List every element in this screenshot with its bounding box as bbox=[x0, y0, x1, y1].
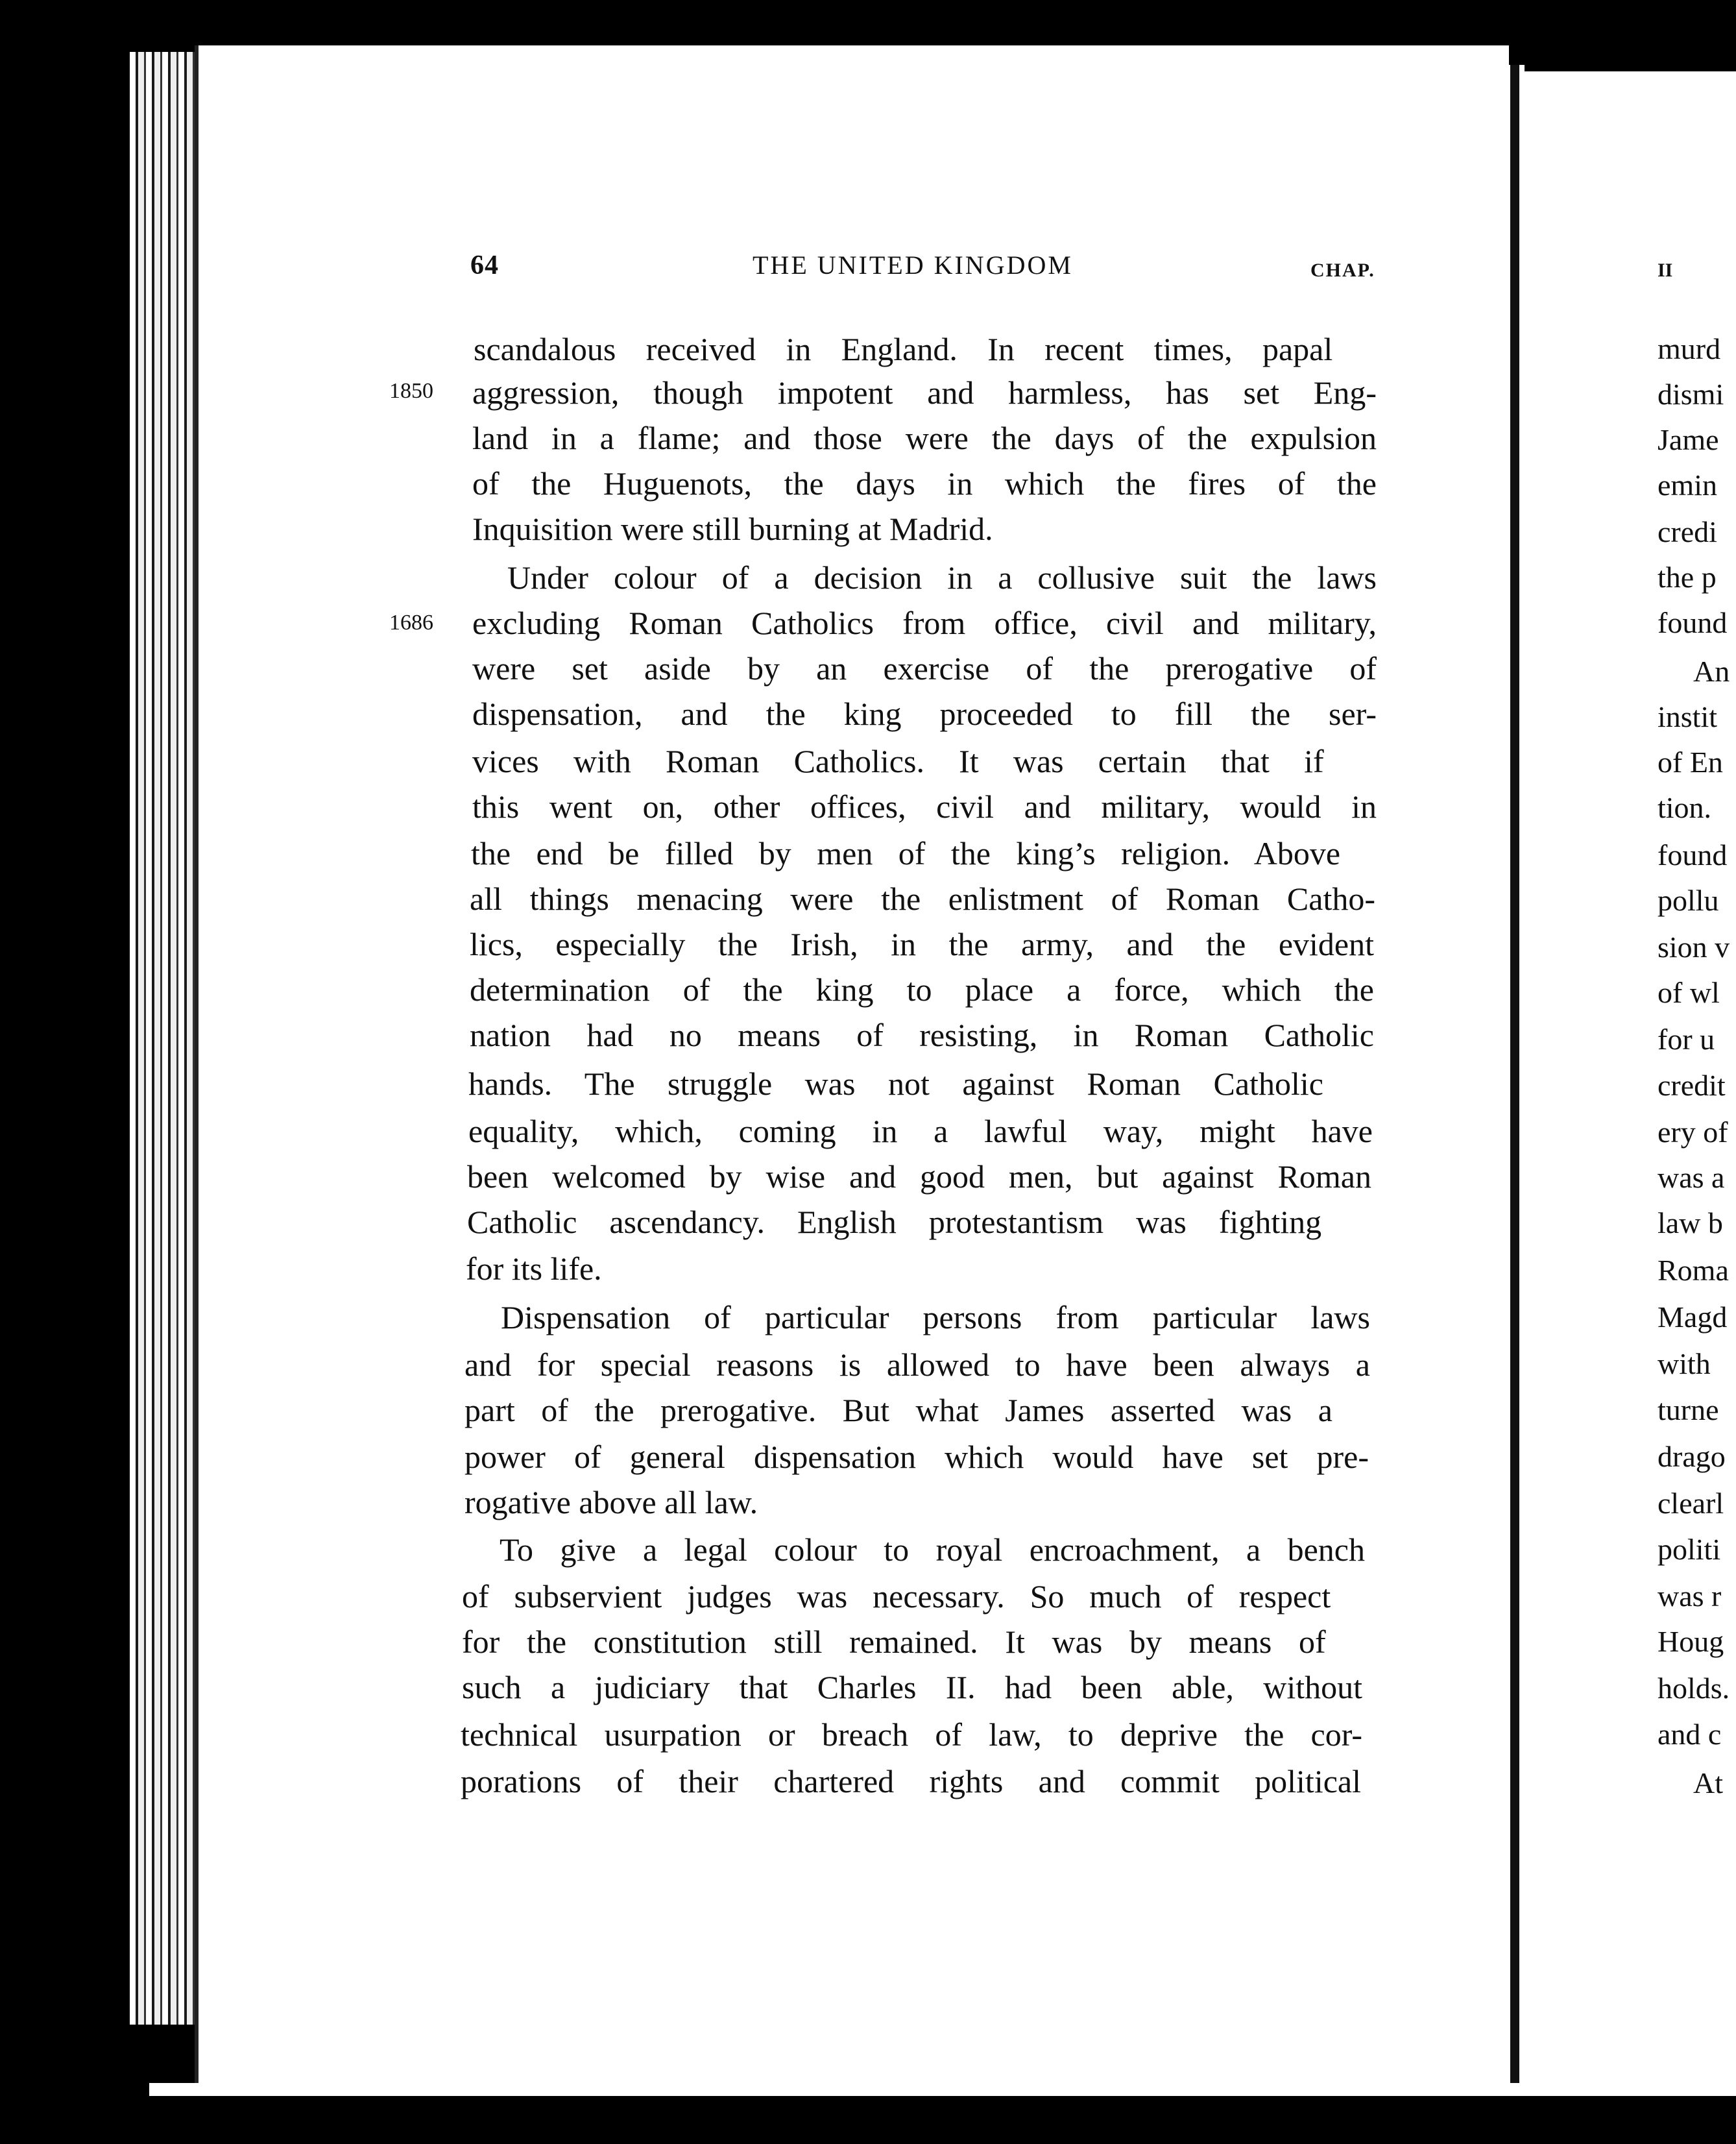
text-line: Under colour of a decision in a collusive suit the laws bbox=[507, 559, 1377, 596]
right-page-text-line: turne bbox=[1658, 1393, 1719, 1426]
right-page-text-line: and c bbox=[1658, 1718, 1722, 1751]
right-page-text-line: with bbox=[1658, 1347, 1711, 1380]
right-page-text-line: tion. bbox=[1658, 791, 1712, 824]
right-page-running-label: II bbox=[1658, 260, 1673, 281]
text-line: porations of their chartered rights and commit political bbox=[461, 1763, 1361, 1799]
right-page-text-line: Magd bbox=[1658, 1300, 1728, 1334]
text-line: nation had no means of resisting, in Roman Catholic bbox=[470, 1017, 1374, 1053]
text-line: Dispensation of particular persons from particular laws bbox=[501, 1299, 1370, 1335]
right-page-text-line: ery of bbox=[1658, 1115, 1728, 1149]
right-page-text-line: At bbox=[1693, 1766, 1723, 1799]
right-page-text-line: law b bbox=[1658, 1206, 1723, 1239]
right-page-text-line: of wl bbox=[1658, 976, 1720, 1009]
text-line: the end be filled by men of the king’s religion. Above bbox=[471, 835, 1341, 871]
text-line: determination of the king to place a force, which the bbox=[470, 971, 1374, 1008]
right-page-text-line: was a bbox=[1658, 1161, 1725, 1194]
right-page-text-line: instit bbox=[1658, 700, 1718, 733]
page-bottom-edge bbox=[149, 2083, 1736, 2096]
text-line: such a judiciary that Charles II. had been able, without bbox=[462, 1669, 1362, 1705]
right-page-text-line: Jame bbox=[1658, 423, 1719, 456]
text-line: were set aside by an exercise of the prerogative of bbox=[472, 650, 1377, 687]
text-line: Inquisition were still burning at Madrid. bbox=[472, 511, 993, 547]
text-line: technical usurpation or breach of law, to deprive the cor- bbox=[461, 1716, 1362, 1753]
right-page-text-line: credi bbox=[1658, 515, 1717, 548]
right-page-text-line: clearl bbox=[1658, 1487, 1724, 1520]
text-line: lics, especially the Irish, in the army, and the evident bbox=[470, 926, 1374, 962]
right-page-text-line: holds. bbox=[1658, 1672, 1730, 1705]
text-line: equality, which, coming in a lawful way, might have bbox=[468, 1113, 1373, 1149]
text-line: of subservient judges was necessary. So much of respect bbox=[462, 1578, 1331, 1614]
text-line: scandalous received in England. In recent times, papal bbox=[474, 331, 1333, 367]
text-line: dispensation, and the king proceeded to fill the ser- bbox=[472, 696, 1377, 732]
right-page-text-line: of En bbox=[1658, 746, 1723, 779]
text-line: land in a flame; and those were the days of the expulsion bbox=[472, 420, 1377, 456]
margin-date: 1686 bbox=[389, 611, 433, 635]
right-page-text-line: Roma bbox=[1658, 1254, 1729, 1287]
text-line: aggression, though impotent and harmless, has set Eng- bbox=[472, 374, 1377, 411]
margin-date: 1850 bbox=[389, 379, 433, 403]
right-page-text-line: for u bbox=[1658, 1023, 1715, 1056]
right-page-text-line: found bbox=[1658, 606, 1728, 639]
running-title: THE UNITED KINGDOM bbox=[753, 250, 1073, 280]
text-line: of the Huguenots, the days in which the fires of the bbox=[472, 465, 1377, 502]
text-line: and for special reasons is allowed to have been always a bbox=[464, 1346, 1370, 1383]
text-line: this went on, other offices, civil and military, would in bbox=[472, 788, 1377, 825]
text-line: excluding Roman Catholics from office, civil and military, bbox=[472, 605, 1377, 641]
right-page-text-line: was r bbox=[1658, 1579, 1722, 1613]
text-line: power of general dispensation which would have set pre- bbox=[464, 1439, 1369, 1475]
right-page-text-line: Houg bbox=[1658, 1625, 1724, 1658]
text-line: Catholic ascendancy. English protestantism was fighting bbox=[467, 1204, 1322, 1240]
text-line: hands. The struggle was not against Roman Catholic bbox=[468, 1066, 1323, 1102]
right-page-text-line: An bbox=[1693, 655, 1730, 688]
right-page-text-line: murd bbox=[1658, 332, 1721, 365]
chapter-label: CHAP. bbox=[1310, 260, 1375, 281]
right-page-text-line: found bbox=[1658, 838, 1728, 871]
right-page-text-line: the p bbox=[1658, 561, 1717, 594]
text-line: been welcomed by wise and good men, but against Roman bbox=[467, 1158, 1371, 1195]
right-page-text-line: credit bbox=[1658, 1069, 1726, 1102]
right-page-text-line: drago bbox=[1658, 1440, 1726, 1473]
text-line: for the constitution still remained. It was by means of bbox=[462, 1624, 1326, 1660]
text-line: rogative above all law. bbox=[464, 1484, 758, 1520]
right-page-text-line: dismi bbox=[1658, 378, 1724, 411]
text-line: part of the prerogative. But what James asserted was a bbox=[464, 1392, 1332, 1428]
text-line: all things menacing were the enlistment of Roman Catho- bbox=[470, 881, 1375, 917]
text-line: To give a legal colour to royal encroachment, a bench bbox=[500, 1531, 1365, 1568]
right-page-text-line: pollu bbox=[1658, 884, 1719, 917]
page-number: 64 bbox=[470, 250, 499, 280]
book-gutter bbox=[1505, 65, 1525, 2089]
right-page-text-line: politi bbox=[1658, 1533, 1721, 1566]
text-line: for its life. bbox=[466, 1250, 602, 1287]
right-page-text-line: sion v bbox=[1658, 931, 1730, 964]
right-page-text-line: emin bbox=[1658, 469, 1717, 502]
text-line: vices with Roman Catholics. It was certain that if bbox=[472, 743, 1324, 779]
